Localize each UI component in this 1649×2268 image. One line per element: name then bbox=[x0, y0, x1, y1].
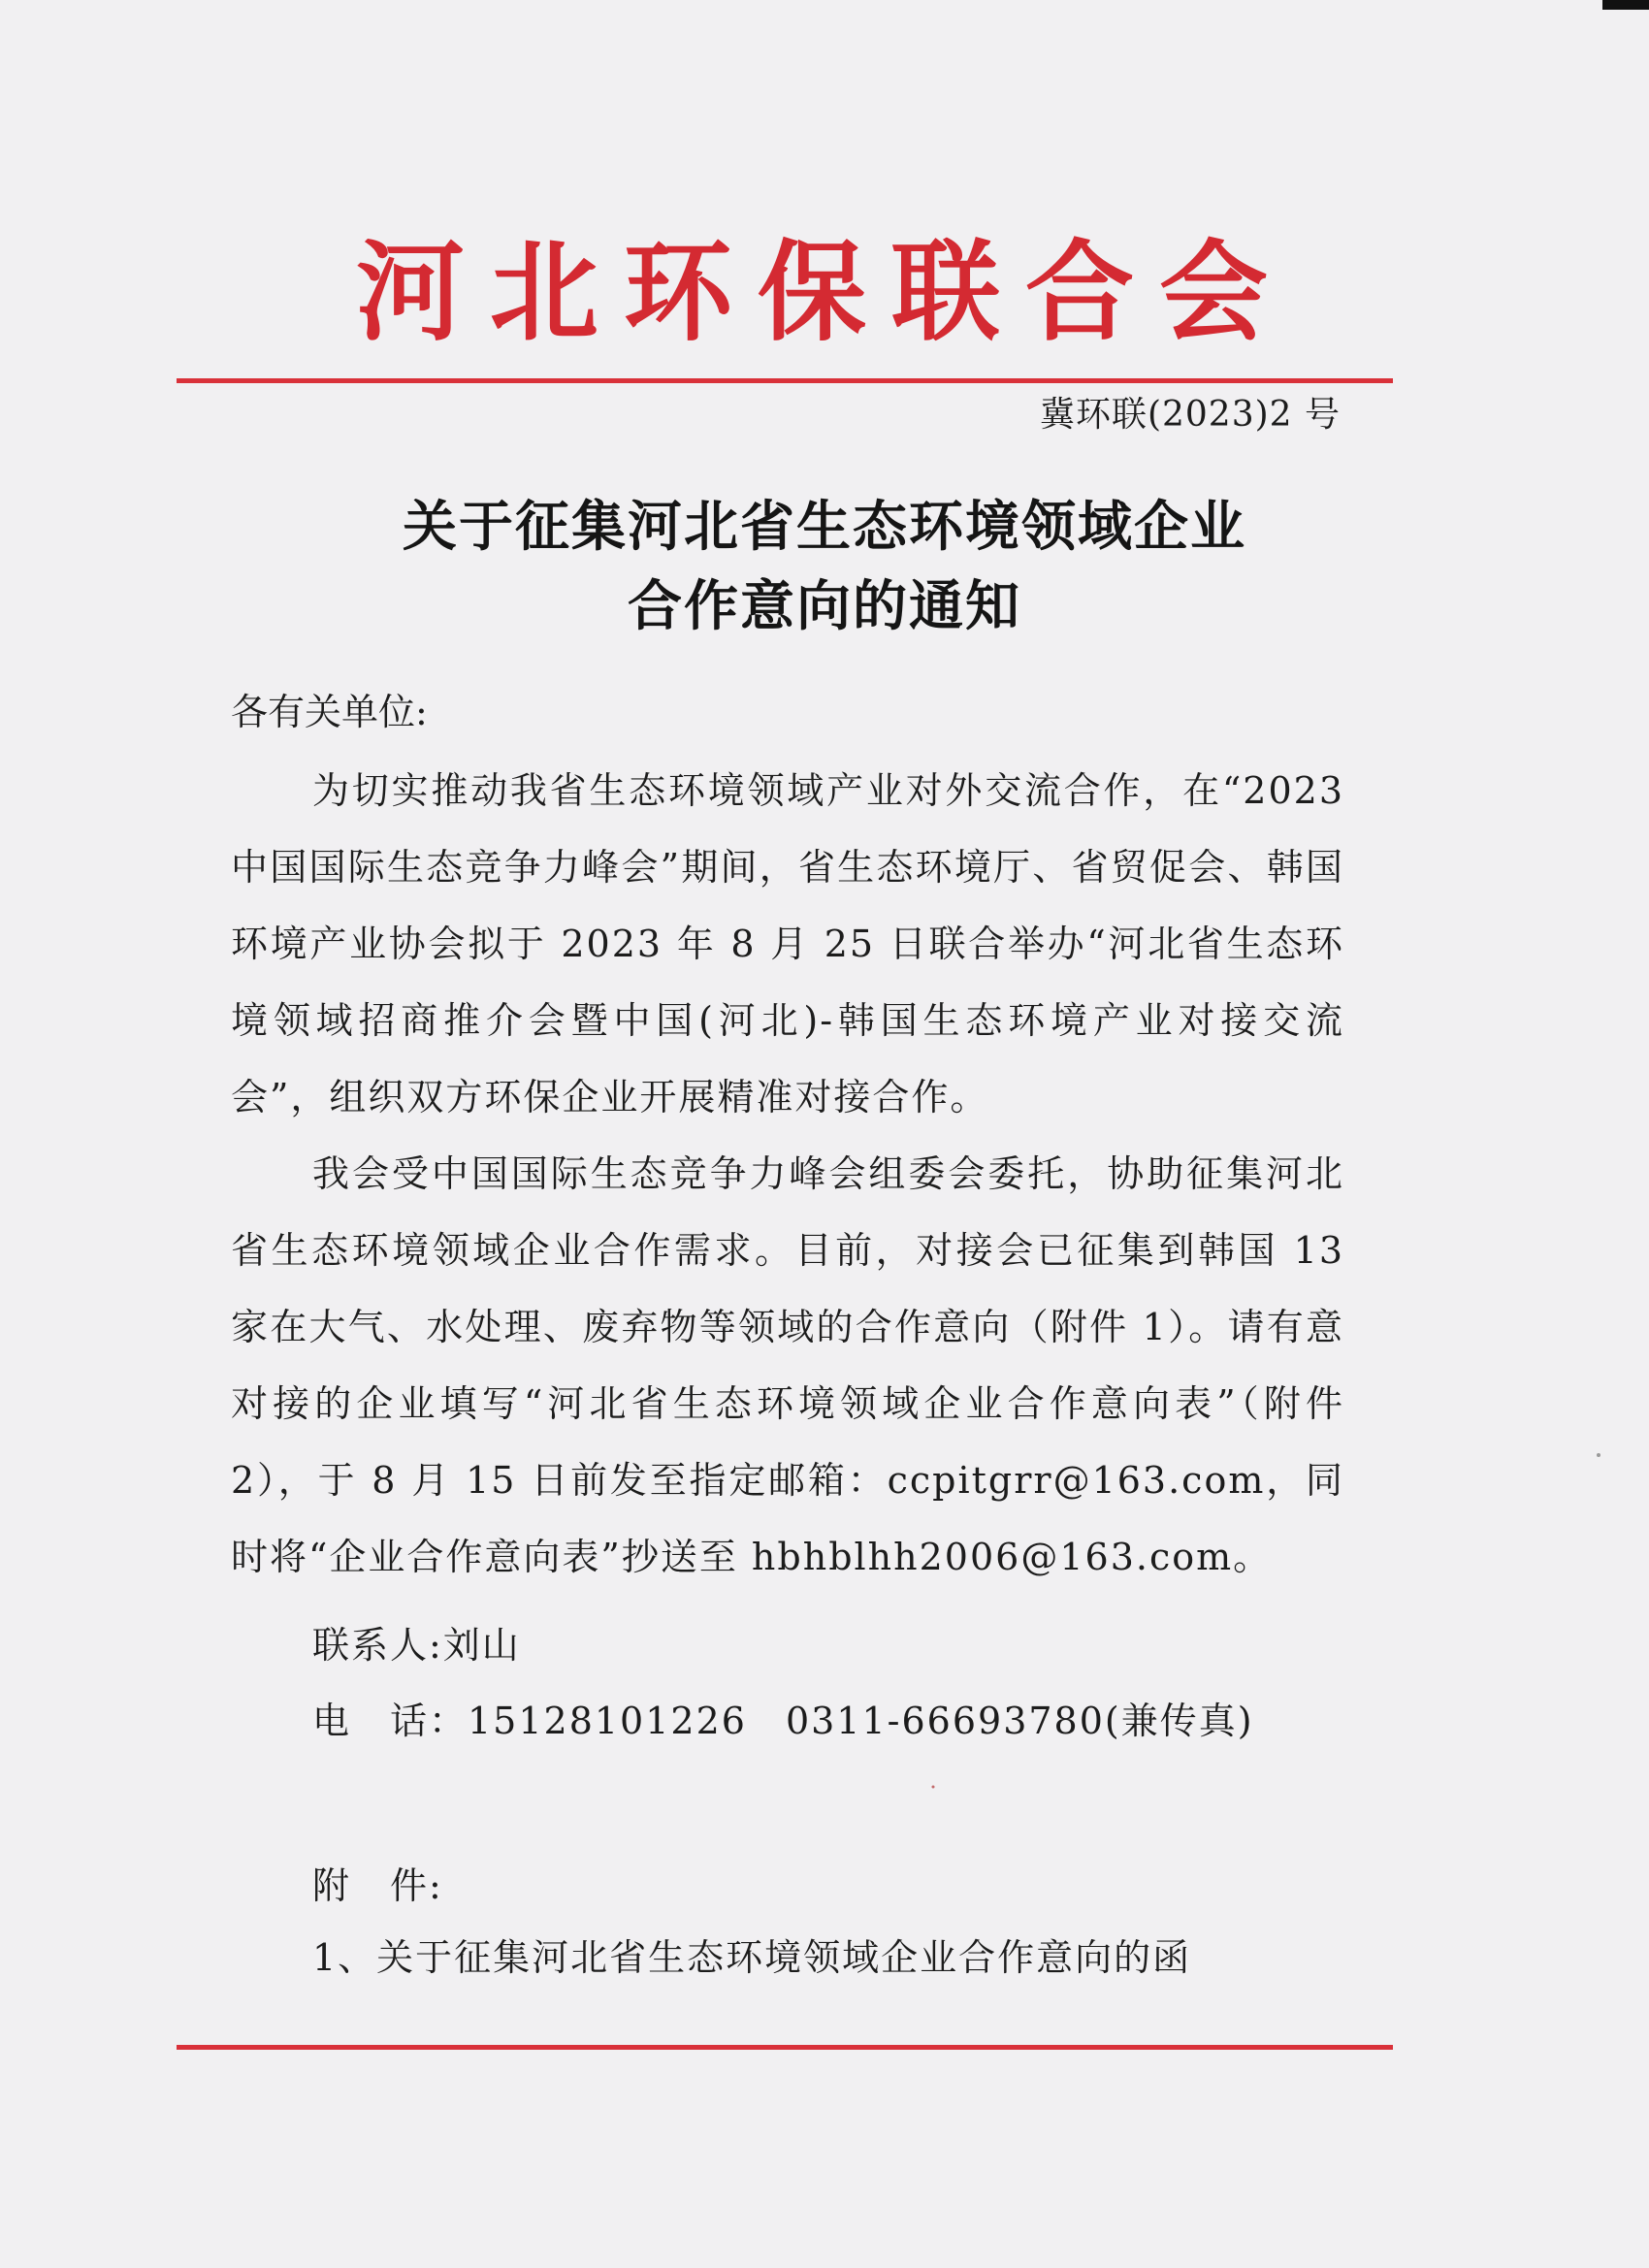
letterhead-title: 河北环保联合会 bbox=[356, 229, 1293, 356]
contact-phone: 电 话：15128101226 0311-66693780(兼传真) bbox=[312, 1700, 1254, 1742]
body-paragraph-1: 为切实推动我省生态环境领域产业对外交流合作，在“2023中国国际生态竞争力峰会”期间，省生态环境厅、省贸促会、韩国环境产业协会拟于 2023 年 8 月 25 日联合举办“河北省生态环境领域招商推介会暨中国(河北)-韩国生态环境产业对接交流会”，组织双方环保企业开展精准对接合作。 bbox=[231, 769, 1344, 1118]
salutation: 各有关单位: bbox=[231, 691, 428, 733]
scan-speck bbox=[932, 1786, 935, 1789]
footer-red-rule bbox=[177, 2045, 1393, 2050]
notice-title-line-1: 关于征集河北省生态环境领域企业 bbox=[403, 495, 1246, 559]
attachment-item-1: 1、关于征集河北省生态环境领域企业合作意向的函 bbox=[312, 1936, 1192, 1979]
letterhead-red-rule bbox=[177, 378, 1393, 383]
scan-corner-mark bbox=[1602, 0, 1649, 10]
contact-person: 联系人:刘山 bbox=[312, 1624, 521, 1667]
notice-body bbox=[231, 753, 1344, 1596]
attachments-label: 附 件: bbox=[312, 1864, 443, 1907]
body-paragraph-2: 我会受中国国际生态竞争力峰会组委会委托，协助征集河北省生态环境领域企业合作需求。目前，对接会已征集到韩国 13 家在大气、水处理、废弃物等领域的合作意向（附件 1）。请有意对接的企业填写“河北省生态环境领域企业合作意向表”（附件 2），于 8 月 15 日前发至指定邮箱：ccpitgrr@163.com，同时将“企业合作意向表”抄送至 hbhblhh2006@163.com。 bbox=[231, 1152, 1344, 1578]
scan-speck bbox=[1597, 1453, 1600, 1457]
notice-title-line-2: 合作意向的通知 bbox=[628, 574, 1021, 638]
document-number: 冀环联(2023)2 号 bbox=[1039, 395, 1341, 435]
notice-title bbox=[0, 487, 1649, 646]
